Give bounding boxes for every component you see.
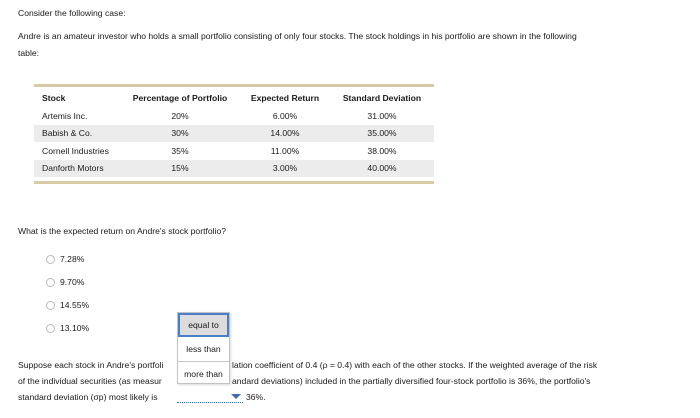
- para-line1-left: Suppose each stock in Andre's portfoli: [18, 360, 164, 370]
- cell-expected-return: 3.00%: [272, 163, 298, 174]
- option-label: 7.28%: [60, 254, 85, 264]
- table-row: [34, 142, 434, 160]
- radio-button[interactable]: [46, 278, 55, 287]
- cell-stock: Cornell Industries: [42, 145, 109, 156]
- dropdown-menu: [177, 312, 230, 384]
- portfolio-table: [34, 84, 434, 184]
- table-bottom-rule: [34, 181, 434, 184]
- cell-percentage: 20%: [171, 110, 189, 121]
- para-line1-right: lation coefficient of 0.4 (ρ = 0.4) with each of the other stocks. If the weighted average of the risk: [232, 360, 598, 370]
- option-c[interactable]: [46, 300, 89, 310]
- cell-expected-return: 14.00%: [270, 128, 300, 139]
- cell-expected-return: 6.00%: [272, 110, 298, 121]
- para-line3-left: standard deviation (σp) most likely is: [18, 392, 158, 402]
- table-top-rule: [34, 84, 434, 87]
- chevron-down-icon[interactable]: [231, 394, 241, 399]
- radio-button[interactable]: [46, 324, 55, 333]
- cell-stock: Babish & Co.: [42, 128, 93, 139]
- case-text-line2: table:: [18, 48, 40, 58]
- cell-percentage: 15%: [171, 163, 189, 174]
- table-row: [34, 107, 434, 125]
- table-row: [34, 160, 434, 178]
- radio-button[interactable]: [46, 301, 55, 310]
- cell-stock: Artemis Inc.: [42, 110, 88, 121]
- option-label: 14.55%: [60, 300, 90, 310]
- cell-standard-deviation: 40.00%: [367, 163, 397, 174]
- option-label: 13.10%: [60, 323, 90, 333]
- option-label: 9.70%: [60, 277, 85, 287]
- intro-text: Consider the following case:: [18, 8, 126, 18]
- header-standard-deviation: Standard Deviation: [342, 93, 422, 103]
- question-text: What is the expected return on Andre's stock portfolio?: [18, 226, 227, 236]
- option-b[interactable]: [46, 277, 84, 287]
- option-a[interactable]: [46, 254, 84, 264]
- para-line2-left: of the individual securities (as measur: [18, 376, 162, 386]
- cell-standard-deviation: 35.00%: [367, 128, 397, 139]
- cell-percentage: 30%: [171, 128, 189, 139]
- para-line2-right: andard deviations) included in the partially diversified four-stock portfolio is 36%, the portfolio's: [232, 376, 591, 386]
- dropdown-item-equal-to[interactable]: equal to: [178, 313, 229, 337]
- para-line3-right: 36%.: [246, 392, 266, 402]
- header-stock: Stock: [42, 93, 66, 103]
- table-row: [34, 125, 434, 143]
- option-d[interactable]: [46, 323, 89, 333]
- cell-expected-return: 11.00%: [270, 145, 300, 156]
- header-percentage: Percentage of Portfolio: [132, 93, 228, 103]
- radio-button[interactable]: [46, 255, 55, 264]
- table-header-row: [34, 89, 434, 107]
- dropdown-item-less-than[interactable]: less than: [186, 344, 221, 354]
- cell-standard-deviation: 38.00%: [367, 145, 397, 156]
- case-text-line1: Andre is an amateur investor who holds a small portfolio consisting of only four stocks. The stock holdings in his portfolio are shown in the following: [18, 31, 577, 41]
- header-expected-return: Expected Return: [250, 93, 320, 103]
- cell-standard-deviation: 31.00%: [367, 110, 397, 121]
- cell-percentage: 35%: [171, 145, 189, 156]
- cell-stock: Danforth Motors: [42, 163, 104, 174]
- dropdown-item-more-than[interactable]: more than: [178, 361, 229, 385]
